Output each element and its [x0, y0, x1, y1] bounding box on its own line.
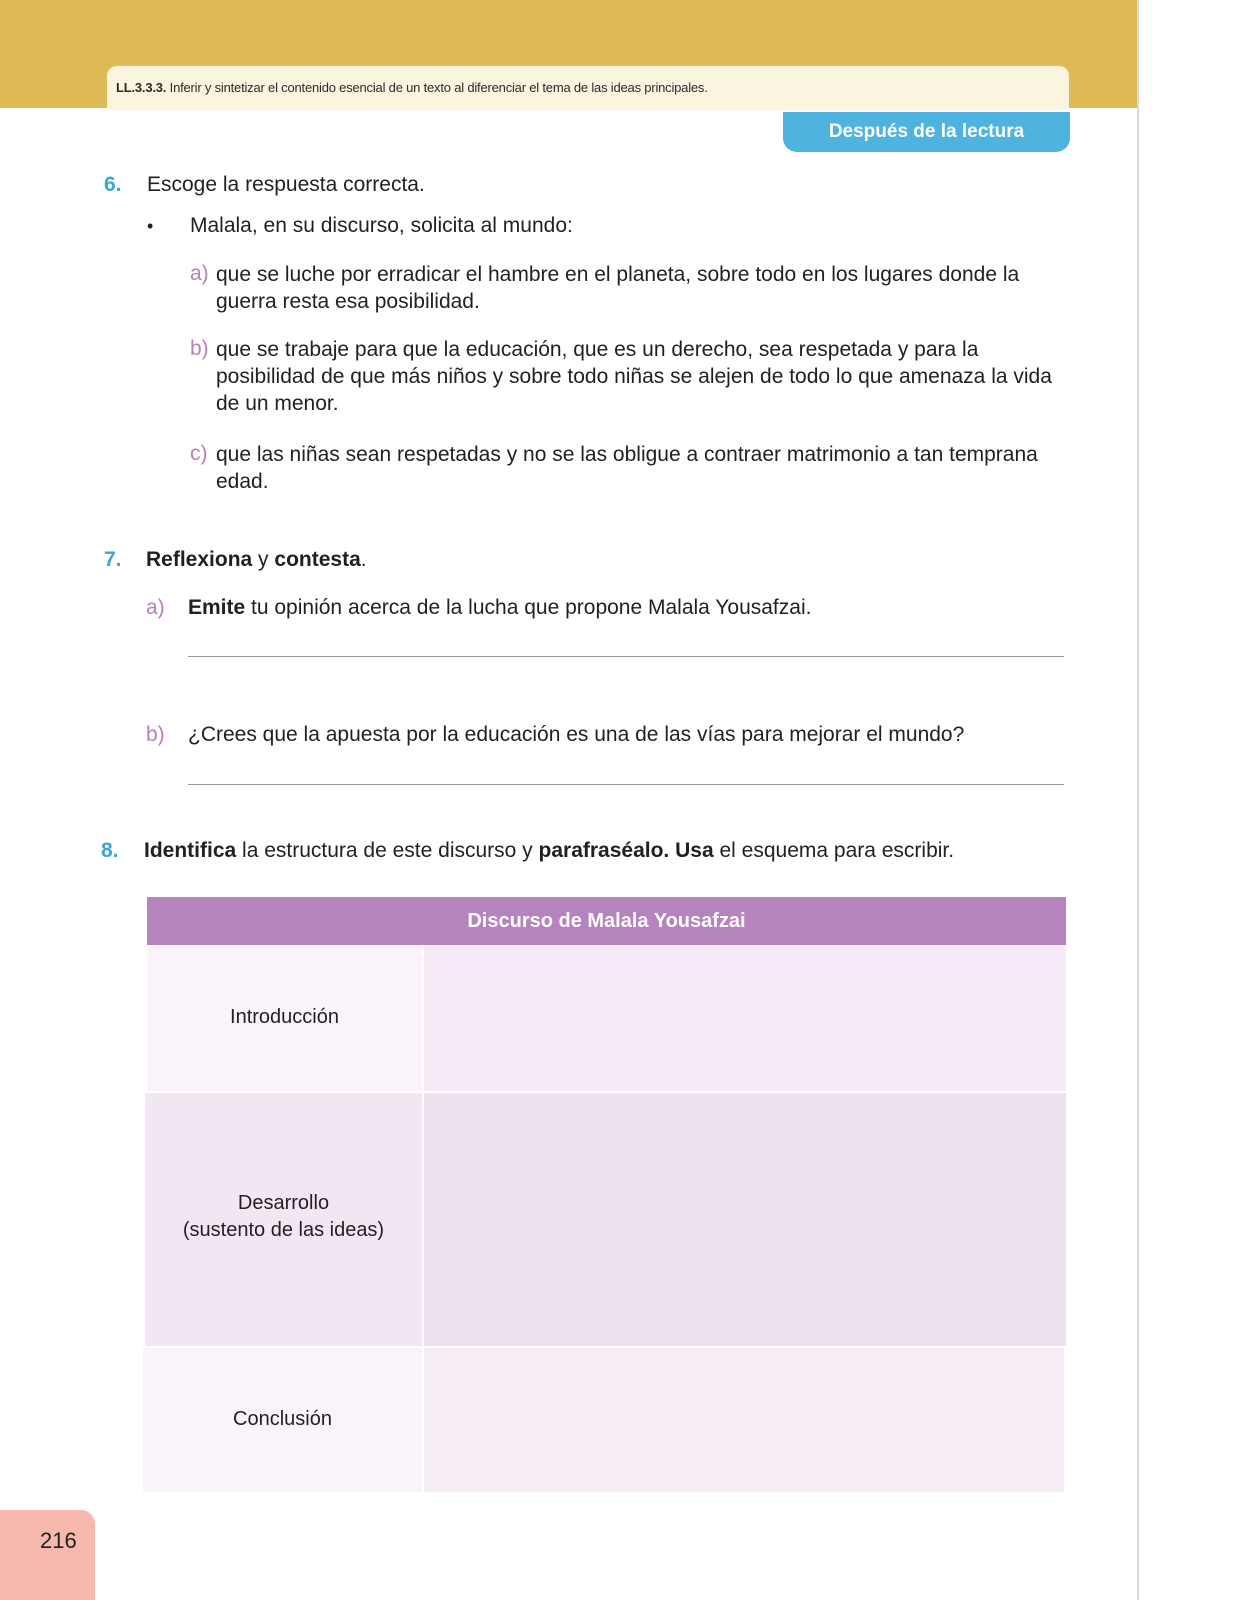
question-6-prompt: Malala, en su discurso, solicita al mundo: [190, 214, 573, 237]
question-8-verb-1: Identifica [144, 839, 237, 862]
question-7-verb-2: contesta [274, 548, 361, 571]
question-8-instruction [144, 839, 954, 863]
row-label-desarrollo-line-1: Desarrollo [237, 1192, 330, 1214]
question-6-verb: Escoge [147, 173, 218, 196]
question-6-instruction [147, 173, 425, 197]
question-7-verb-1: Reflexiona [146, 548, 253, 571]
skill-standard [116, 80, 708, 95]
table-header [147, 897, 1066, 945]
standard-code: LL.3.3.3. [116, 80, 167, 95]
section-tab-label: Después de la lectura [828, 121, 1025, 142]
option-c-letter: c) [190, 442, 208, 465]
question-7-number: 7. [104, 548, 122, 571]
option-b-text: que se trabaje para que la educación, que es un derecho, sea respetada y para la posibilidad de que más niños y sobre todo niñas se alejen de todo lo que amenaza la vida de un menor. [216, 338, 1052, 415]
question-7a-body: tu opinión acerca de la lucha que propone Malala Yousafzai. [251, 596, 812, 619]
standard-description: Inferir y sintetizar el contenido esencial de un texto al diferenciar el tema de las ideas principales. [169, 80, 708, 95]
option-b-letter: b) [190, 337, 209, 360]
skill-standard-box [107, 66, 1069, 110]
row-label-desarrollo [145, 1190, 422, 1244]
question-7-period: . [360, 548, 367, 571]
option-a-letter: a) [190, 262, 209, 285]
question-7a-text [188, 596, 811, 620]
question-7a-letter: a) [146, 596, 165, 619]
question-8-verb-3: Usa [675, 839, 714, 862]
row-label-introduccion: Introducción [230, 1006, 339, 1028]
page-edge [1137, 0, 1139, 1600]
row-label-desarrollo-line-2: (sustento de las ideas) [182, 1219, 385, 1241]
question-8-number: 8. [101, 839, 119, 862]
question-6-number: 6. [104, 173, 122, 196]
question-8-verb-2: parafraséalo. [538, 839, 670, 862]
option-c-text: que las niñas sean respetadas y no se las obligue a contraer matrimonio a tan temprana edad. [216, 443, 1038, 493]
question-7b-text: ¿Crees que la apuesta por la educación es una de las vías para mejorar el mundo? [188, 723, 965, 746]
answer-line-7b[interactable] [188, 784, 1064, 785]
page-number-tab [0, 1510, 95, 1600]
answer-line-7a[interactable] [188, 656, 1064, 657]
question-7-conj: y [258, 548, 269, 571]
option-a-text: que se luche por erradicar el hambre en el planeta, sobre todo en los lugares donde la guerra resta esa posibilidad. [216, 263, 1020, 313]
answer-cell-conclusion[interactable] [424, 1348, 1064, 1492]
table-title: Discurso de Malala Yousafzai [467, 910, 746, 932]
row-label-conclusion: Conclusión [233, 1408, 332, 1430]
bullet: • [147, 216, 154, 236]
question-8-text-2: el esquema para escribir. [719, 839, 955, 862]
section-tab [783, 112, 1070, 152]
question-6-text: la respuesta correcta. [222, 173, 425, 196]
question-7a-verb: Emite [188, 596, 246, 619]
question-7b-letter: b) [146, 723, 165, 746]
answer-cell-introduccion[interactable] [424, 945, 1066, 1091]
question-7-instruction [146, 548, 367, 572]
answer-cell-desarrollo[interactable] [424, 1093, 1066, 1346]
question-8-text-1: la estructura de este discurso y [242, 839, 533, 862]
page-number: 216 [40, 1528, 77, 1553]
